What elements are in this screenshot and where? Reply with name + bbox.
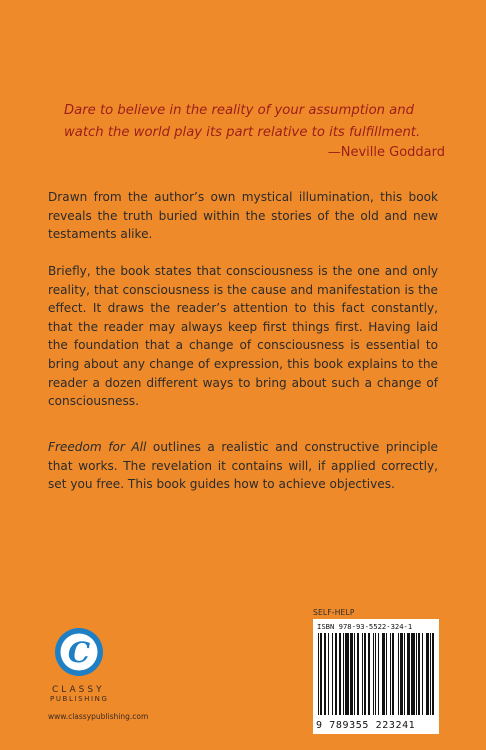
barcode-bars <box>318 633 434 715</box>
blurb-paragraph-1: Drawn from the author’s own mystical illumination, this book reveals the truth buried within the stories of the old and new testaments alike. <box>48 190 438 242</box>
quote-line-1: Dare to believe in the reality of your assumption and <box>64 103 414 118</box>
blurb-paragraph-3-text: outlines a realistic and constructive principle that works. The revelation it contains will, if applied correctly, set you free. This book guides how to achieve objectives. <box>48 440 438 492</box>
barcode-panel <box>313 619 439 734</box>
category-label: SELF-HELP <box>313 608 355 617</box>
publisher-url: www.classypublishing.com <box>48 712 149 721</box>
publisher-logo-icon <box>52 625 106 679</box>
publisher-subname: PUBLISHING <box>50 695 109 703</box>
book-title: Freedom for All <box>48 440 147 454</box>
barcode-bar <box>432 633 433 715</box>
barcode-digits: 9 789355 223241 <box>316 720 416 731</box>
isbn-label: ISBN 978-93-5522-324-1 <box>317 622 413 631</box>
blurb-paragraph-3 <box>48 438 438 494</box>
publisher-block <box>48 625 168 721</box>
publisher-name: CLASSY <box>52 685 105 695</box>
quote-line-2: watch the world play its part relative to its fulfillment. <box>64 125 421 140</box>
barcode-block <box>313 608 441 734</box>
blurb-paragraph-2: Briefly, the book states that consciousness is the one and only reality, that consciousness is the cause and manifestation is the effect. It draws the reader’s attention to this fact constantly, that the reader may always keep first things first. Having laid the foundation that a change of consciousness is essential to bring about any change of expression, this book explains to the reader a dozen different ways to bring about such a change of consciousness. <box>48 264 438 409</box>
logo-letter: C <box>67 636 91 669</box>
quote-attribution: —Neville Goddard <box>327 145 445 160</box>
epigraph-quote <box>64 100 446 144</box>
